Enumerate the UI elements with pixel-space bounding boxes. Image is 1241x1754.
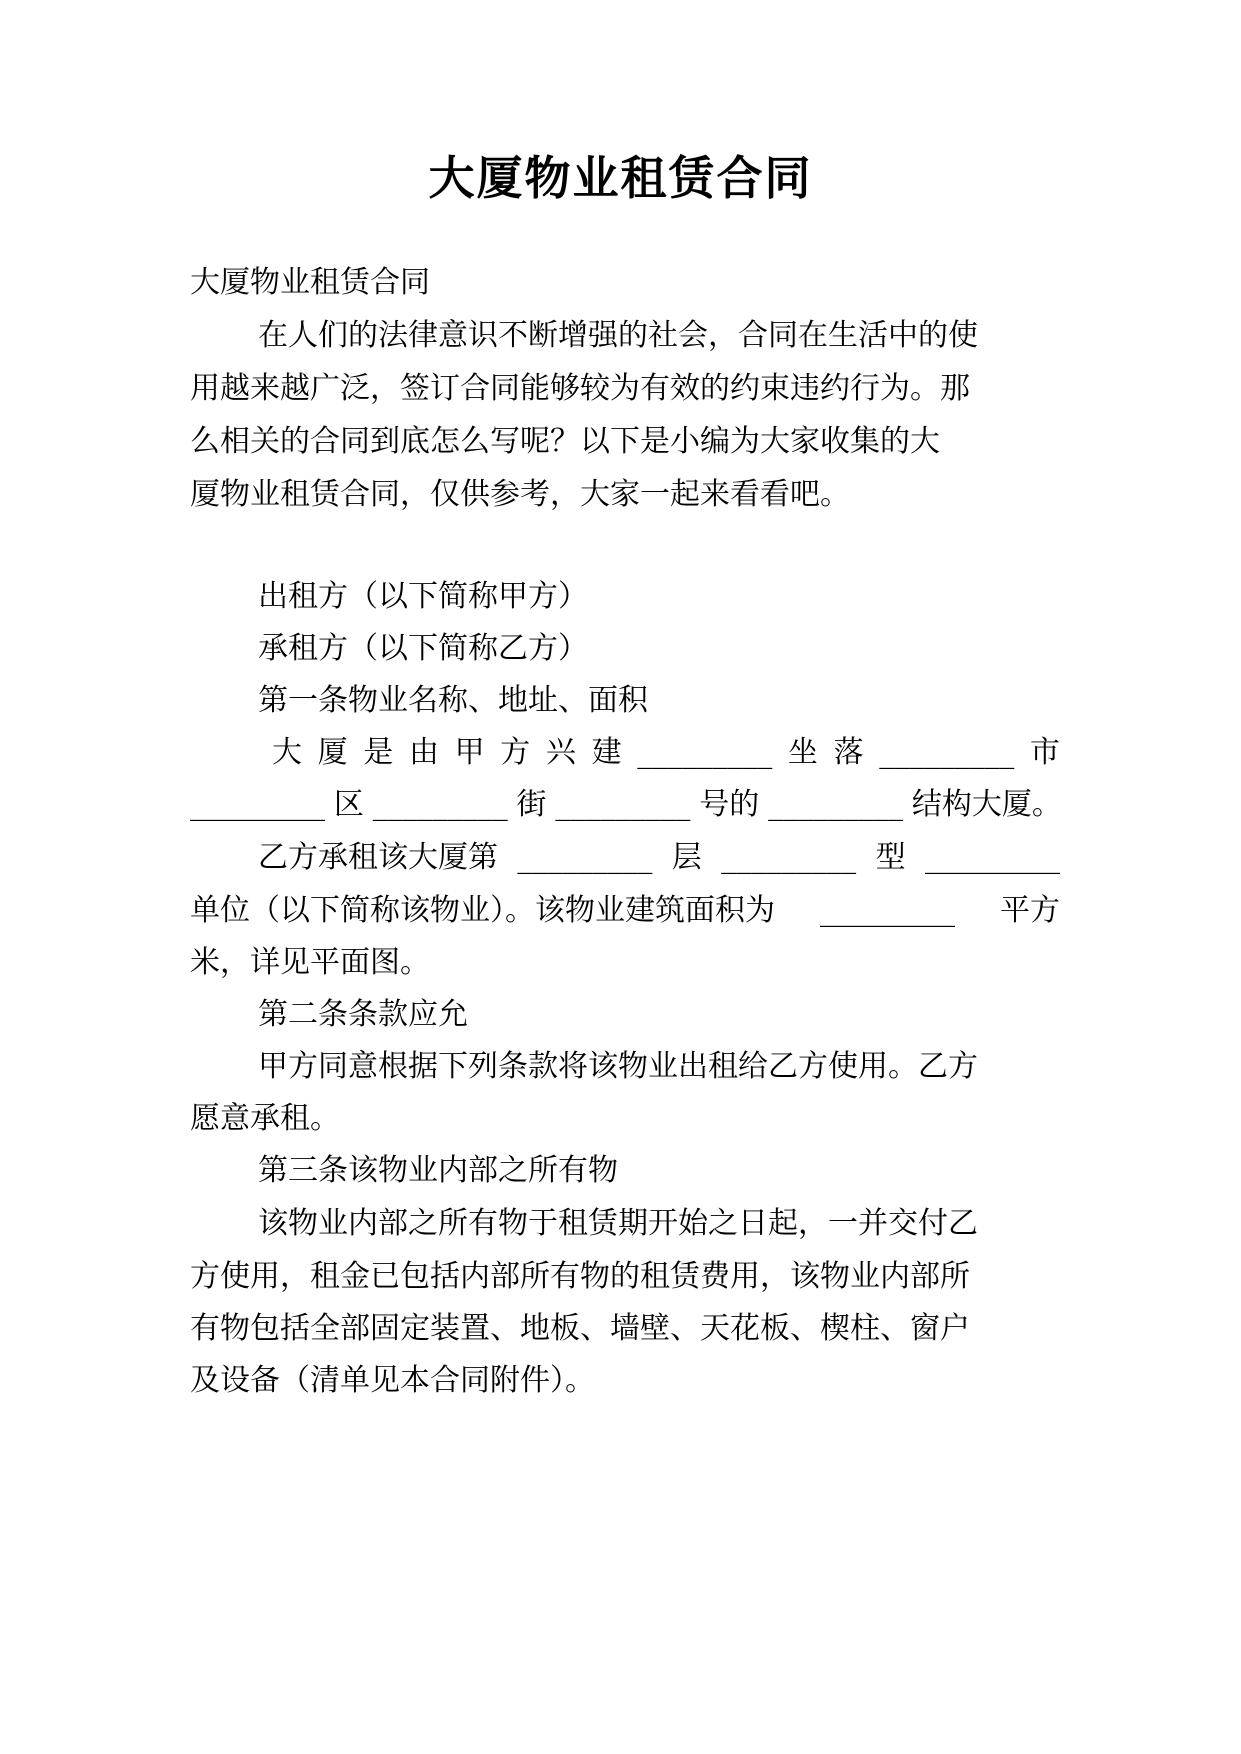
- intro-line: [258, 307, 1060, 365]
- blank-field: _________: [637, 735, 773, 770]
- text-segment: 结构大厦。: [911, 787, 1062, 822]
- article-3-line: 方使用，租金已包括内部所有物的租赁费用，该物业内部所: [190, 1259, 970, 1294]
- text-segment: 由: [408, 735, 439, 770]
- intro-line: 厦物业租赁合同，仅供参考，大家一起来看看吧。: [190, 477, 850, 512]
- text-segment: 坐: [787, 735, 818, 770]
- article-2-line: 甲方同意根据下列条款将该物业出租给乙方使用。乙方: [258, 1049, 978, 1084]
- article-1-heading: 第一条物业名称、地址、面积: [258, 683, 648, 718]
- intro-text: 在人们的法律意识不断增强的社会，合同在生活中的使: [258, 318, 978, 353]
- text-segment: 平方: [1000, 893, 1060, 928]
- text-segment: 层: [671, 840, 702, 875]
- text-segment: 区: [333, 787, 364, 822]
- lessor-line: 出租方（以下简称甲方）: [258, 579, 588, 614]
- intro-line: 么相关的合同到底怎么写呢？以下是小编为大家收集的大: [190, 424, 940, 459]
- text-segment: 单位（以下简称该物业）。该物业建筑面积为: [190, 893, 775, 928]
- blank-field: _________: [517, 840, 653, 875]
- text-segment: 大: [272, 735, 302, 770]
- lessee-line: 承租方（以下简称乙方）: [258, 631, 588, 666]
- blank-field: _________: [190, 787, 325, 822]
- text-segment: 街: [516, 787, 547, 822]
- article-3-line: 有物包括全部固定装置、地板、墙壁、天花板、楔柱、窗户: [190, 1311, 970, 1346]
- article-3-heading: 第三条该物业内部之所有物: [258, 1153, 618, 1188]
- text-segment: 号的: [699, 787, 760, 822]
- article-1-line-1: [272, 724, 1060, 782]
- blank-field: _________: [372, 787, 508, 822]
- text-segment: 落: [833, 735, 864, 770]
- text-segment: 建: [591, 735, 622, 770]
- text-segment: 乙方承租该大厦第: [258, 840, 498, 875]
- blank-field: _________: [924, 840, 1060, 875]
- text-segment: 是: [363, 735, 394, 770]
- intro-line: 用越来越广泛，签订合同能够较为有效的约束违约行为。那: [190, 371, 970, 406]
- blank-field: _________: [879, 735, 1015, 770]
- blank-field: _________: [721, 840, 857, 875]
- text-segment: 方: [500, 735, 531, 770]
- article-1-line-2: [190, 776, 1062, 834]
- blank-field: _________: [768, 787, 904, 822]
- document-title: 大厦物业租赁合同: [428, 151, 813, 205]
- article-1-line-4: [190, 882, 1060, 940]
- text-segment: 甲: [454, 735, 485, 770]
- article-1-line-3: [258, 829, 1060, 887]
- blank-field: _________: [820, 893, 955, 928]
- article-1-line-5: 米，详见平面图。: [190, 945, 430, 980]
- text-segment: 厦: [317, 735, 348, 770]
- article-3-line: 及设备（清单见本合同附件）。: [190, 1363, 595, 1398]
- article-2-heading: 第二条条款应允: [258, 997, 468, 1032]
- text-segment: 型: [875, 840, 906, 875]
- document-subtitle: 大厦物业租赁合同: [190, 265, 430, 300]
- text-segment: 兴: [545, 735, 576, 770]
- article-3-line: 该物业内部之所有物于租赁期开始之日起，一并交付乙: [258, 1206, 978, 1241]
- text-segment: 市: [1029, 735, 1060, 770]
- article-2-line: 愿意承租。: [190, 1101, 340, 1136]
- blank-field: _________: [555, 787, 691, 822]
